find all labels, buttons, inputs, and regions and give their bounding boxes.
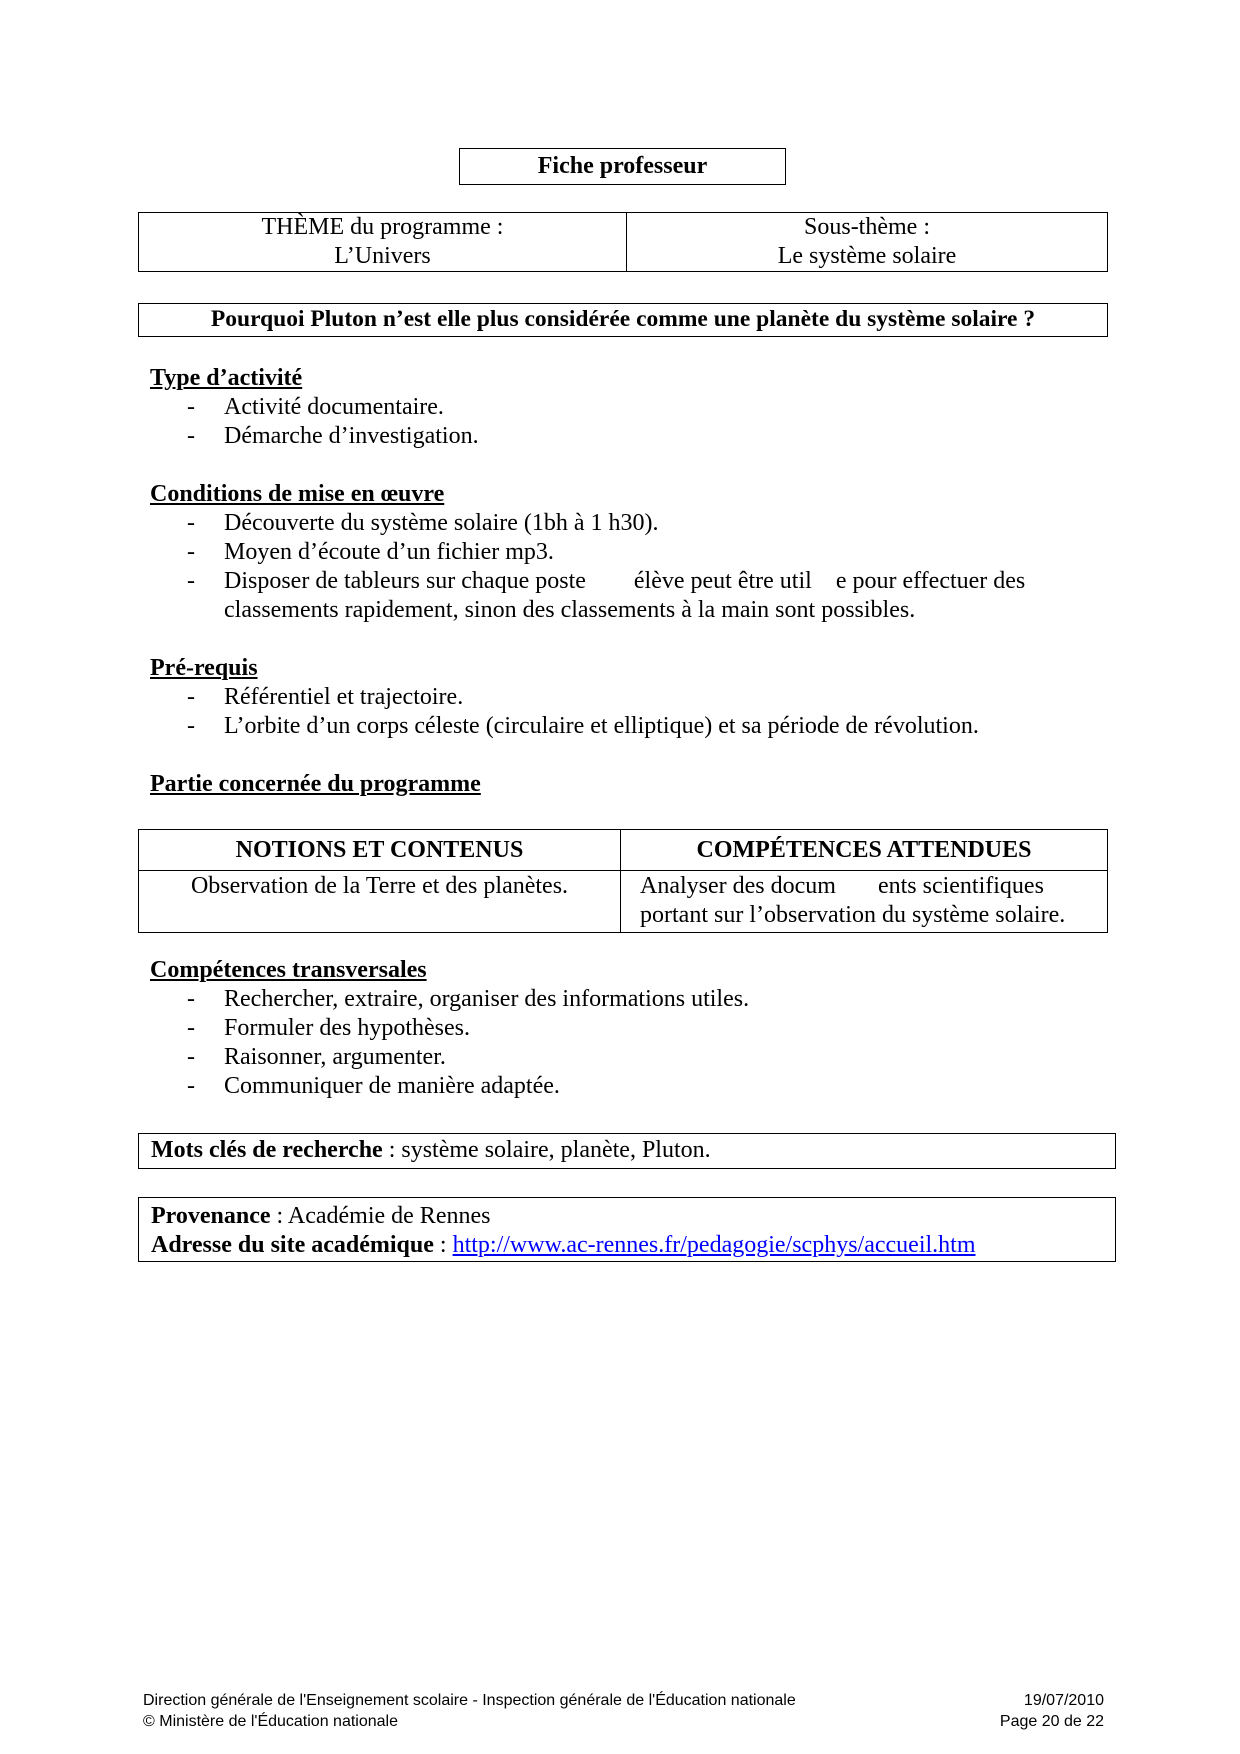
subtheme-value: Le système solaire xyxy=(777,243,957,269)
list-item: - L’orbite d’un corps céleste (circulaire et elliptique) et sa période de révolution. xyxy=(187,713,979,739)
theme-label: THÈME du programme : xyxy=(261,214,504,240)
theme-cell xyxy=(139,213,627,272)
provenance-label: Provenance xyxy=(151,1203,271,1229)
list-item: - Référentiel et trajectoire. xyxy=(187,684,464,710)
activity-title: Type d’activité xyxy=(150,365,303,391)
footer-line2: © Ministère de l'Éducation nationale xyxy=(143,1713,398,1730)
theme-table xyxy=(138,212,1108,272)
footer-line1: Direction générale de l'Enseignement scolaire - Inspection générale de l'Éducation nationale xyxy=(143,1692,796,1709)
prerequisites-title: Pré-requis xyxy=(150,655,258,681)
competences-header: COMPÉTENCES ATTENDUES xyxy=(621,830,1108,871)
list-item: - Activité documentaire. xyxy=(187,394,444,420)
list-item: - Communiquer de manière adaptée. xyxy=(187,1073,560,1099)
conditions-list xyxy=(150,509,1080,625)
question-box: Pourquoi Pluton n’est elle plus considérée comme une planète du système solaire ? xyxy=(138,303,1108,337)
keywords-label: Mots clés de recherche xyxy=(151,1137,383,1163)
list-item: - Formuler des hypothèses. xyxy=(187,1015,470,1041)
list-item: - Démarche d’investigation. xyxy=(187,423,479,449)
activity-list xyxy=(150,393,1080,451)
provenance-value: Académie de Rennes xyxy=(287,1203,491,1229)
list-item: - Raisonner, argumenter. xyxy=(187,1044,446,1070)
transversal-title: Compétences transversales xyxy=(150,957,427,983)
footer-right xyxy=(1000,1690,1104,1732)
list-item: - Découverte du système solaire (1bh à 1 h30). xyxy=(187,510,659,536)
conditions-title: Conditions de mise en œuvre xyxy=(150,481,445,507)
footer-date: 19/07/2010 xyxy=(1023,1692,1104,1709)
notions-value: Observation de la Terre et des planètes. xyxy=(139,871,621,933)
footer-page: Page 20 de 22 xyxy=(999,1713,1104,1730)
site-label: Adresse du site académique xyxy=(151,1232,434,1258)
page-title: Fiche professeur xyxy=(459,148,786,185)
keywords-value: système solaire, planète, Pluton. xyxy=(401,1137,711,1163)
theme-value: L’Univers xyxy=(334,243,431,269)
list-item: - Disposer de tableurs sur chaque poste élève peut être util e pour effectuer des classements rapidement, sinon des classements à la main sont possibles. xyxy=(187,568,1032,623)
competences-value: Analyser des docum ents scientifiques portant sur l’observation du système solaire. xyxy=(621,871,1108,933)
footer-left xyxy=(143,1690,796,1732)
transversal-list xyxy=(150,985,1080,1101)
notions-header: NOTIONS ET CONTENUS xyxy=(139,830,621,871)
list-item: - Moyen d’écoute d’un fichier mp3. xyxy=(187,539,554,565)
provenance-box: Provenance : Académie de Rennes Adresse du site académique : http://www.ac-rennes.fr/pedagogie/scphys/accueil.htm xyxy=(138,1197,1116,1262)
list-item: - Rechercher, extraire, organiser des informations utiles. xyxy=(187,986,750,1012)
program-title: Partie concernée du programme xyxy=(150,771,481,797)
subtheme-label: Sous-thème : xyxy=(804,214,930,240)
subtheme-cell xyxy=(627,213,1108,272)
site-link[interactable]: http://www.ac-rennes.fr/pedagogie/scphys/accueil.htm xyxy=(452,1232,976,1258)
keywords-box: Mots clés de recherche : système solaire, planète, Pluton. xyxy=(138,1133,1116,1169)
prerequisites-list xyxy=(150,683,1080,741)
program-table xyxy=(138,829,1108,933)
